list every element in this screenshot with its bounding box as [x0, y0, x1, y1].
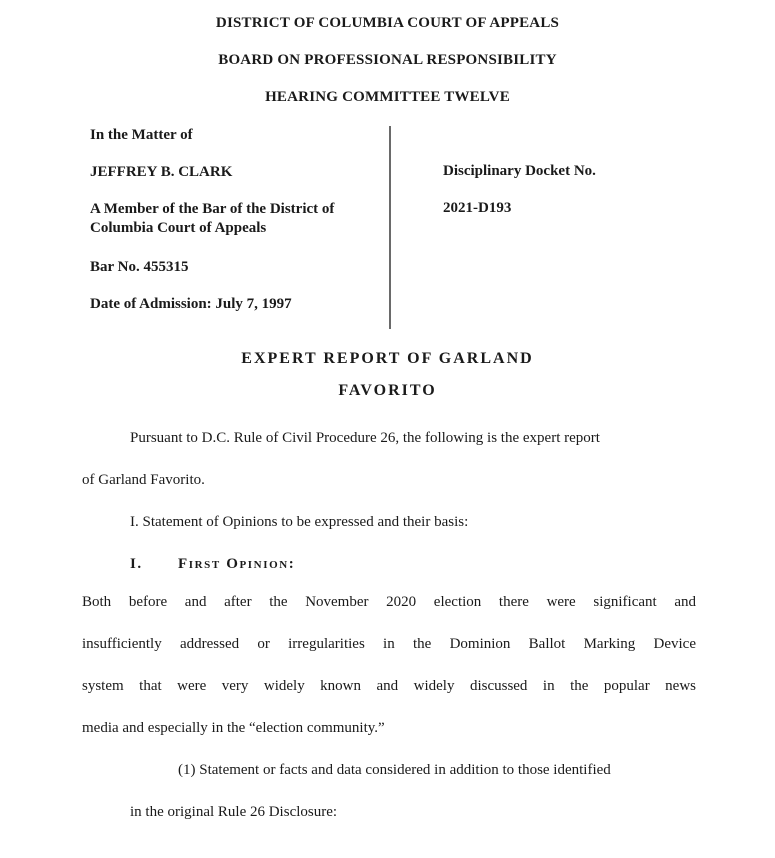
bar-number: Bar No. 455315 [90, 259, 189, 275]
respondent-name: JEFFREY B. CLARK [90, 164, 233, 180]
admission-date: Date of Admission: July 7, 1997 [90, 296, 292, 312]
opinion-number: I. [130, 556, 143, 572]
opinion-line4: media and especially in the “election community.” [82, 720, 385, 736]
court-name: DISTRICT OF COLUMBIA COURT OF APPEALS [215, 15, 560, 31]
report-title-line2: FAVORITO [338, 382, 437, 399]
intro-paragraph-line2: of Garland Favorito. [82, 472, 205, 488]
docket-number: 2021-D193 [443, 200, 512, 216]
facts-line2: in the original Rule 26 Disclosure: [130, 804, 338, 820]
opinion-line2: insufficiently addressed or irregularities in the Dominion Ballot Marking Device [82, 636, 696, 652]
opinion-heading: First Opinion: [178, 556, 296, 572]
opinion-line3: system that were very widely known and widely discussed in the popular news [82, 678, 696, 694]
matter-label: In the Matter of [90, 127, 193, 143]
opinion-line1: Both before and after the November 2020 election there were significant and [82, 594, 696, 610]
bar-membership-line1: A Member of the Bar of the District of [90, 201, 335, 217]
statement-heading: I. Statement of Opinions to be expressed and their basis: [130, 514, 469, 530]
caption-divider [389, 126, 391, 329]
bar-membership-line2: Columbia Court of Appeals [90, 220, 267, 236]
facts-line1: (1) Statement or facts and data considered in addition to those identified [178, 762, 611, 778]
committee-name: HEARING COMMITTEE TWELVE [265, 89, 510, 105]
board-name: BOARD ON PROFESSIONAL RESPONSIBILITY [218, 52, 557, 68]
report-title-line1: EXPERT REPORT OF GARLAND [241, 350, 534, 367]
intro-paragraph-line1: Pursuant to D.C. Rule of Civil Procedure 26, the following is the expert report [130, 430, 600, 446]
docket-label: Disciplinary Docket No. [443, 163, 596, 179]
bar-membership [90, 200, 390, 238]
